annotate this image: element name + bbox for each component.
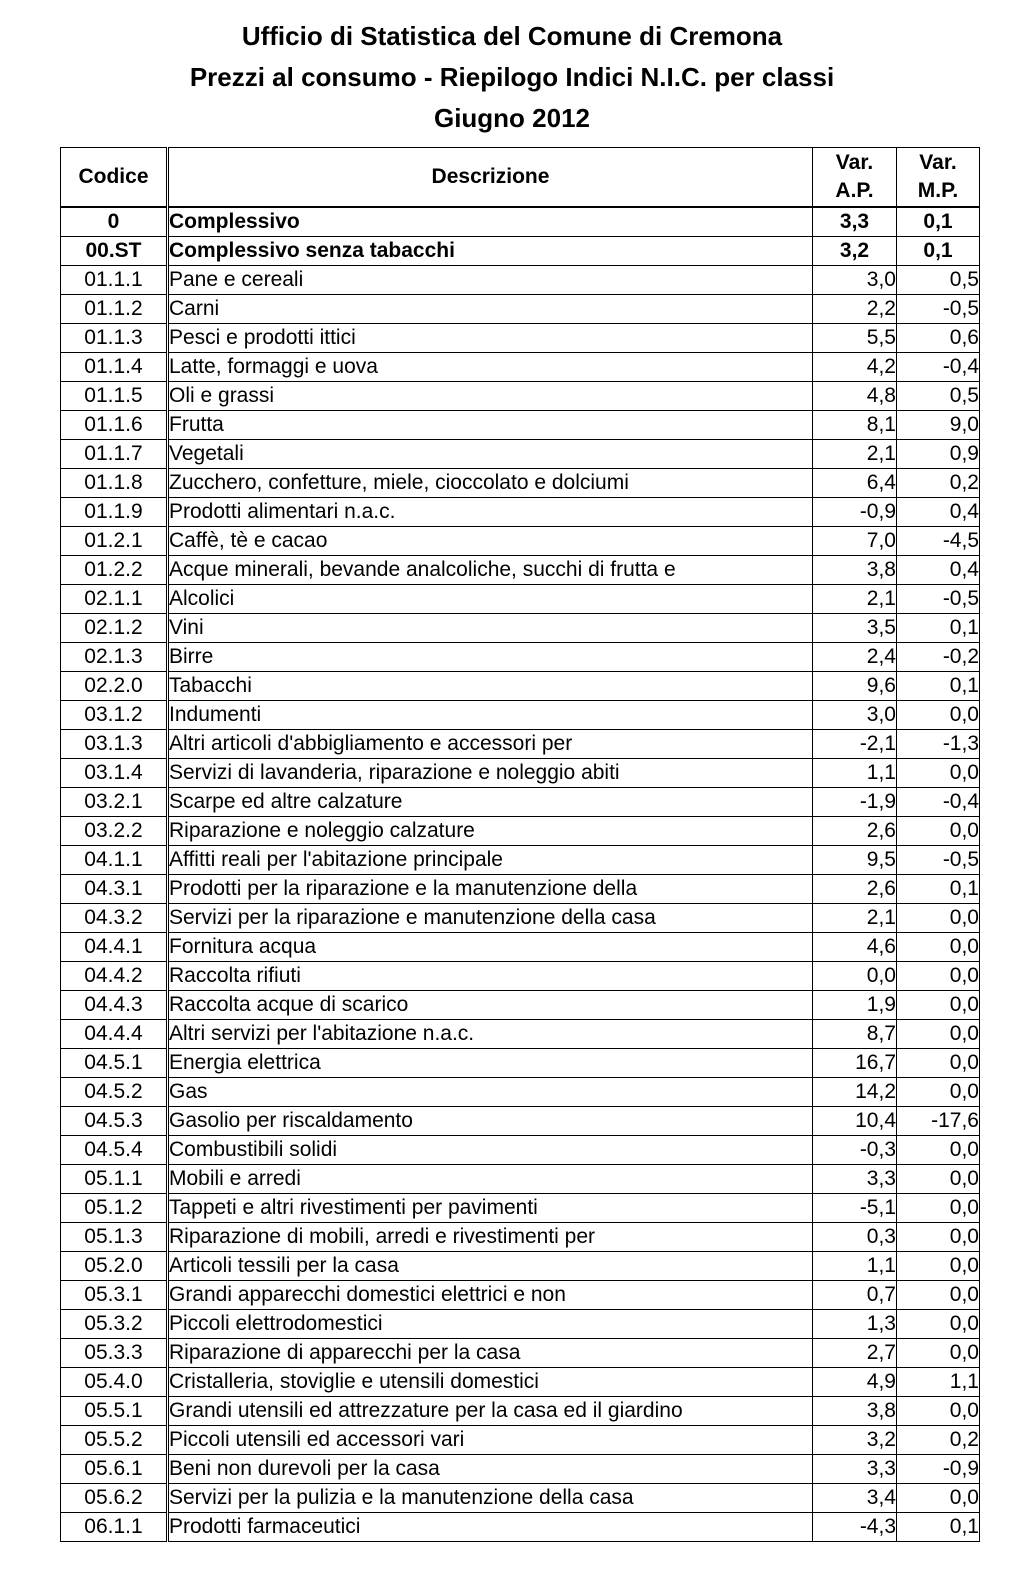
row-description: Altri servizi per l'abitazione n.a.c. xyxy=(168,1020,813,1049)
row-var-ap: -2,1 xyxy=(813,730,897,759)
table-row xyxy=(61,730,980,759)
row-var-mp: 0,2 xyxy=(897,469,980,498)
row-description: Acque minerali, bevande analcoliche, succhi di frutta e xyxy=(168,556,813,585)
row-var-ap: 3,0 xyxy=(813,701,897,730)
row-description: Piccoli utensili ed accessori vari xyxy=(168,1426,813,1455)
row-var-ap: 8,7 xyxy=(813,1020,897,1049)
table-row xyxy=(61,498,980,527)
table-row xyxy=(61,324,980,353)
row-description: Riparazione di mobili, arredi e rivestimenti per xyxy=(168,1223,813,1252)
table-row xyxy=(61,614,980,643)
row-code: 03.1.3 xyxy=(61,730,168,759)
row-description: Riparazione di apparecchi per la casa xyxy=(168,1339,813,1368)
row-code: 05.1.1 xyxy=(61,1165,168,1194)
row-var-ap: 8,1 xyxy=(813,411,897,440)
table-row xyxy=(61,991,980,1020)
table-row xyxy=(61,585,980,614)
row-var-ap: 4,8 xyxy=(813,382,897,411)
document-title xyxy=(0,16,1024,139)
table-row xyxy=(61,440,980,469)
row-var-mp: 0,9 xyxy=(897,440,980,469)
row-code: 05.5.1 xyxy=(61,1397,168,1426)
row-var-ap: 6,4 xyxy=(813,469,897,498)
row-description: Vegetali xyxy=(168,440,813,469)
row-var-mp: 0,6 xyxy=(897,324,980,353)
table-row xyxy=(61,1078,980,1107)
row-var-mp: 0,0 xyxy=(897,1397,980,1426)
row-description: Scarpe ed altre calzature xyxy=(168,788,813,817)
row-var-ap: 0,3 xyxy=(813,1223,897,1252)
row-description: Complessivo senza tabacchi xyxy=(168,237,813,266)
row-code: 02.1.1 xyxy=(61,585,168,614)
row-var-ap: 1,9 xyxy=(813,991,897,1020)
row-description: Pesci e prodotti ittici xyxy=(168,324,813,353)
row-var-ap: 4,2 xyxy=(813,353,897,382)
row-description: Indumenti xyxy=(168,701,813,730)
row-code: 04.5.3 xyxy=(61,1107,168,1136)
row-var-mp: 0,0 xyxy=(897,1223,980,1252)
row-code: 05.1.3 xyxy=(61,1223,168,1252)
row-description: Altri articoli d'abbigliamento e accessori per xyxy=(168,730,813,759)
row-description: Tabacchi xyxy=(168,672,813,701)
row-var-ap: 0,7 xyxy=(813,1281,897,1310)
table-row xyxy=(61,788,980,817)
row-description: Grandi apparecchi domestici elettrici e non xyxy=(168,1281,813,1310)
row-var-ap: 0,0 xyxy=(813,962,897,991)
row-code: 04.4.3 xyxy=(61,991,168,1020)
table-row xyxy=(61,1339,980,1368)
row-description: Birre xyxy=(168,643,813,672)
row-description: Zucchero, confetture, miele, cioccolato e dolciumi xyxy=(168,469,813,498)
row-description: Gas xyxy=(168,1078,813,1107)
row-var-mp: 0,0 xyxy=(897,817,980,846)
row-var-mp: -0,4 xyxy=(897,353,980,382)
row-var-ap: 1,1 xyxy=(813,1252,897,1281)
row-description: Servizi per la riparazione e manutenzione della casa xyxy=(168,904,813,933)
row-var-mp: -0,9 xyxy=(897,1455,980,1484)
row-code: 05.5.2 xyxy=(61,1426,168,1455)
row-var-ap: 3,2 xyxy=(813,1426,897,1455)
row-var-mp: 0,0 xyxy=(897,1078,980,1107)
row-code: 01.1.3 xyxy=(61,324,168,353)
table-row xyxy=(61,1513,980,1542)
table-row xyxy=(61,1397,980,1426)
row-code: 04.1.1 xyxy=(61,846,168,875)
row-var-ap: 2,2 xyxy=(813,295,897,324)
row-code: 03.2.1 xyxy=(61,788,168,817)
row-description: Servizi di lavanderia, riparazione e noleggio abiti xyxy=(168,759,813,788)
row-var-ap: 2,1 xyxy=(813,585,897,614)
row-var-ap: -0,3 xyxy=(813,1136,897,1165)
table-row xyxy=(61,411,980,440)
table-row xyxy=(61,382,980,411)
row-var-mp: -0,2 xyxy=(897,643,980,672)
row-description: Gasolio per riscaldamento xyxy=(168,1107,813,1136)
row-code: 01.1.1 xyxy=(61,266,168,295)
row-code: 04.3.1 xyxy=(61,875,168,904)
row-var-mp: 9,0 xyxy=(897,411,980,440)
row-var-mp: 0,0 xyxy=(897,991,980,1020)
row-var-mp: 0,0 xyxy=(897,1339,980,1368)
row-var-mp: 0,0 xyxy=(897,1281,980,1310)
table-row xyxy=(61,672,980,701)
row-var-mp: 0,1 xyxy=(897,672,980,701)
row-description: Frutta xyxy=(168,411,813,440)
row-var-ap: -1,9 xyxy=(813,788,897,817)
row-description: Vini xyxy=(168,614,813,643)
header-var-mp-line2: M.P. xyxy=(917,179,959,202)
row-var-mp: -0,5 xyxy=(897,585,980,614)
table-row xyxy=(61,817,980,846)
table-row xyxy=(61,904,980,933)
table-row xyxy=(61,295,980,324)
table-row xyxy=(61,962,980,991)
row-description: Energia elettrica xyxy=(168,1049,813,1078)
row-var-mp: 0,0 xyxy=(897,904,980,933)
table-row xyxy=(61,1455,980,1484)
row-description: Prodotti per la riparazione e la manutenzione della xyxy=(168,875,813,904)
row-code: 05.6.2 xyxy=(61,1484,168,1513)
row-var-ap: 3,3 xyxy=(813,207,897,237)
row-description: Combustibili solidi xyxy=(168,1136,813,1165)
row-code: 02.1.2 xyxy=(61,614,168,643)
row-var-ap: 2,6 xyxy=(813,875,897,904)
header-var-ap-line1: Var. xyxy=(835,151,874,174)
row-var-mp: 0,1 xyxy=(897,1513,980,1542)
row-code: 04.5.4 xyxy=(61,1136,168,1165)
table-row xyxy=(61,1310,980,1339)
row-var-mp: 0,1 xyxy=(897,237,980,266)
row-var-ap: 2,1 xyxy=(813,440,897,469)
table-row xyxy=(61,701,980,730)
row-var-ap: 14,2 xyxy=(813,1078,897,1107)
row-code: 05.3.3 xyxy=(61,1339,168,1368)
row-var-mp: 0,0 xyxy=(897,1310,980,1339)
row-description: Affitti reali per l'abitazione principale xyxy=(168,846,813,875)
row-code: 00.ST xyxy=(61,237,168,266)
table-row xyxy=(61,1223,980,1252)
index-table xyxy=(60,147,980,1542)
row-var-ap: 2,4 xyxy=(813,643,897,672)
row-var-ap: -5,1 xyxy=(813,1194,897,1223)
row-description: Tappeti e altri rivestimenti per pavimenti xyxy=(168,1194,813,1223)
row-var-mp: 0,1 xyxy=(897,207,980,237)
row-description: Prodotti farmaceutici xyxy=(168,1513,813,1542)
row-var-ap: 9,6 xyxy=(813,672,897,701)
row-code: 01.1.2 xyxy=(61,295,168,324)
row-code: 01.1.7 xyxy=(61,440,168,469)
table-row xyxy=(61,1484,980,1513)
row-description: Caffè, tè e cacao xyxy=(168,527,813,556)
row-code: 01.2.2 xyxy=(61,556,168,585)
table-row xyxy=(61,1107,980,1136)
table-row xyxy=(61,556,980,585)
row-var-mp: -1,3 xyxy=(897,730,980,759)
title-subject: Prezzi al consumo - Riepilogo Indici N.I.C. per classi xyxy=(189,62,835,92)
header-var-mp-line1: Var. xyxy=(919,151,957,174)
row-code: 03.2.2 xyxy=(61,817,168,846)
header-code: Codice xyxy=(61,148,168,208)
row-var-mp: 0,0 xyxy=(897,701,980,730)
row-description: Servizi per la pulizia e la manutenzione della casa xyxy=(168,1484,813,1513)
header-var-ap-line2: A.P. xyxy=(835,179,874,202)
row-var-mp: 0,4 xyxy=(897,556,980,585)
table-row xyxy=(61,1281,980,1310)
table-row xyxy=(61,353,980,382)
row-var-ap: 3,0 xyxy=(813,266,897,295)
table-row xyxy=(61,1049,980,1078)
table-row xyxy=(61,1136,980,1165)
row-description: Complessivo xyxy=(168,207,813,237)
row-var-ap: 4,6 xyxy=(813,933,897,962)
row-code: 02.2.0 xyxy=(61,672,168,701)
row-var-mp: 0,5 xyxy=(897,266,980,295)
row-var-ap: 3,3 xyxy=(813,1455,897,1484)
row-var-ap: 3,3 xyxy=(813,1165,897,1194)
row-code: 03.1.2 xyxy=(61,701,168,730)
row-var-ap: 16,7 xyxy=(813,1049,897,1078)
row-code: 04.4.4 xyxy=(61,1020,168,1049)
row-description: Raccolta acque di scarico xyxy=(168,991,813,1020)
table-header-row xyxy=(61,148,980,208)
row-code: 04.3.2 xyxy=(61,904,168,933)
row-description: Oli e grassi xyxy=(168,382,813,411)
row-var-ap: 9,5 xyxy=(813,846,897,875)
table-row xyxy=(61,1252,980,1281)
row-var-mp: 0,0 xyxy=(897,1020,980,1049)
row-description: Prodotti alimentari n.a.c. xyxy=(168,498,813,527)
row-var-mp: -0,5 xyxy=(897,846,980,875)
row-code: 01.1.6 xyxy=(61,411,168,440)
table-row xyxy=(61,266,980,295)
row-var-mp: 0,0 xyxy=(897,1165,980,1194)
row-description: Pane e cereali xyxy=(168,266,813,295)
row-var-ap: 5,5 xyxy=(813,324,897,353)
row-var-mp: -4,5 xyxy=(897,527,980,556)
row-var-mp: 1,1 xyxy=(897,1368,980,1397)
row-var-mp: 0,0 xyxy=(897,1049,980,1078)
table-row xyxy=(61,527,980,556)
row-var-mp: 0,1 xyxy=(897,875,980,904)
row-var-mp: 0,0 xyxy=(897,933,980,962)
header-description: Descrizione xyxy=(168,148,813,208)
row-code: 01.1.8 xyxy=(61,469,168,498)
row-code: 01.1.5 xyxy=(61,382,168,411)
row-var-mp: 0,1 xyxy=(897,614,980,643)
row-var-ap: 2,7 xyxy=(813,1339,897,1368)
row-code: 01.2.1 xyxy=(61,527,168,556)
row-description: Fornitura acqua xyxy=(168,933,813,962)
row-code: 03.1.4 xyxy=(61,759,168,788)
table-row xyxy=(61,1368,980,1397)
row-var-mp: 0,0 xyxy=(897,1136,980,1165)
row-description: Raccolta rifiuti xyxy=(168,962,813,991)
table-row xyxy=(61,759,980,788)
title-office: Ufficio di Statistica del Comune di Cremona xyxy=(241,21,783,51)
row-var-mp: -0,5 xyxy=(897,295,980,324)
row-description: Grandi utensili ed attrezzature per la casa ed il giardino xyxy=(168,1397,813,1426)
table-row xyxy=(61,1020,980,1049)
row-var-mp: 0,0 xyxy=(897,1484,980,1513)
row-var-ap: 7,0 xyxy=(813,527,897,556)
table-row xyxy=(61,933,980,962)
table-body xyxy=(61,207,980,1542)
row-code: 04.5.1 xyxy=(61,1049,168,1078)
row-code: 02.1.3 xyxy=(61,643,168,672)
table-row xyxy=(61,846,980,875)
row-var-ap: 3,5 xyxy=(813,614,897,643)
row-code: 04.4.1 xyxy=(61,933,168,962)
row-var-ap: 2,6 xyxy=(813,817,897,846)
row-var-mp: -0,4 xyxy=(897,788,980,817)
title-period: Giugno 2012 xyxy=(433,103,591,133)
row-code: 01.1.4 xyxy=(61,353,168,382)
row-var-mp: -17,6 xyxy=(897,1107,980,1136)
row-code: 05.6.1 xyxy=(61,1455,168,1484)
row-code: 0 xyxy=(61,207,168,237)
table-row xyxy=(61,469,980,498)
row-description: Riparazione e noleggio calzature xyxy=(168,817,813,846)
table-row xyxy=(61,1165,980,1194)
row-code: 01.1.9 xyxy=(61,498,168,527)
row-var-mp: 0,0 xyxy=(897,1194,980,1223)
row-code: 05.2.0 xyxy=(61,1252,168,1281)
header-var-mp xyxy=(897,148,980,208)
row-description: Carni xyxy=(168,295,813,324)
row-code: 05.3.2 xyxy=(61,1310,168,1339)
table-row xyxy=(61,1194,980,1223)
table-row xyxy=(61,643,980,672)
row-var-ap: 2,1 xyxy=(813,904,897,933)
row-var-mp: 0,5 xyxy=(897,382,980,411)
row-code: 04.5.2 xyxy=(61,1078,168,1107)
row-description: Latte, formaggi e uova xyxy=(168,353,813,382)
row-description: Beni non durevoli per la casa xyxy=(168,1455,813,1484)
row-var-mp: 0,0 xyxy=(897,759,980,788)
row-var-ap: 10,4 xyxy=(813,1107,897,1136)
row-description: Cristalleria, stoviglie e utensili domestici xyxy=(168,1368,813,1397)
row-var-ap: 1,1 xyxy=(813,759,897,788)
row-description: Articoli tessili per la casa xyxy=(168,1252,813,1281)
row-description: Piccoli elettrodomestici xyxy=(168,1310,813,1339)
row-description: Alcolici xyxy=(168,585,813,614)
row-code: 04.4.2 xyxy=(61,962,168,991)
header-var-ap xyxy=(813,148,897,208)
row-var-ap: 1,3 xyxy=(813,1310,897,1339)
table-row xyxy=(61,875,980,904)
row-var-ap: 3,2 xyxy=(813,237,897,266)
row-var-mp: 0,0 xyxy=(897,1252,980,1281)
row-var-ap: 3,8 xyxy=(813,1397,897,1426)
row-var-ap: 3,8 xyxy=(813,556,897,585)
row-description: Mobili e arredi xyxy=(168,1165,813,1194)
row-var-ap: -4,3 xyxy=(813,1513,897,1542)
row-code: 06.1.1 xyxy=(61,1513,168,1542)
row-code: 05.1.2 xyxy=(61,1194,168,1223)
row-var-mp: 0,0 xyxy=(897,962,980,991)
row-var-ap: 3,4 xyxy=(813,1484,897,1513)
table-row xyxy=(61,1426,980,1455)
row-code: 05.3.1 xyxy=(61,1281,168,1310)
row-var-ap: 4,9 xyxy=(813,1368,897,1397)
row-code: 05.4.0 xyxy=(61,1368,168,1397)
table-row xyxy=(61,207,980,237)
table-row xyxy=(61,237,980,266)
row-var-mp: 0,2 xyxy=(897,1426,980,1455)
row-var-ap: -0,9 xyxy=(813,498,897,527)
row-var-mp: 0,4 xyxy=(897,498,980,527)
